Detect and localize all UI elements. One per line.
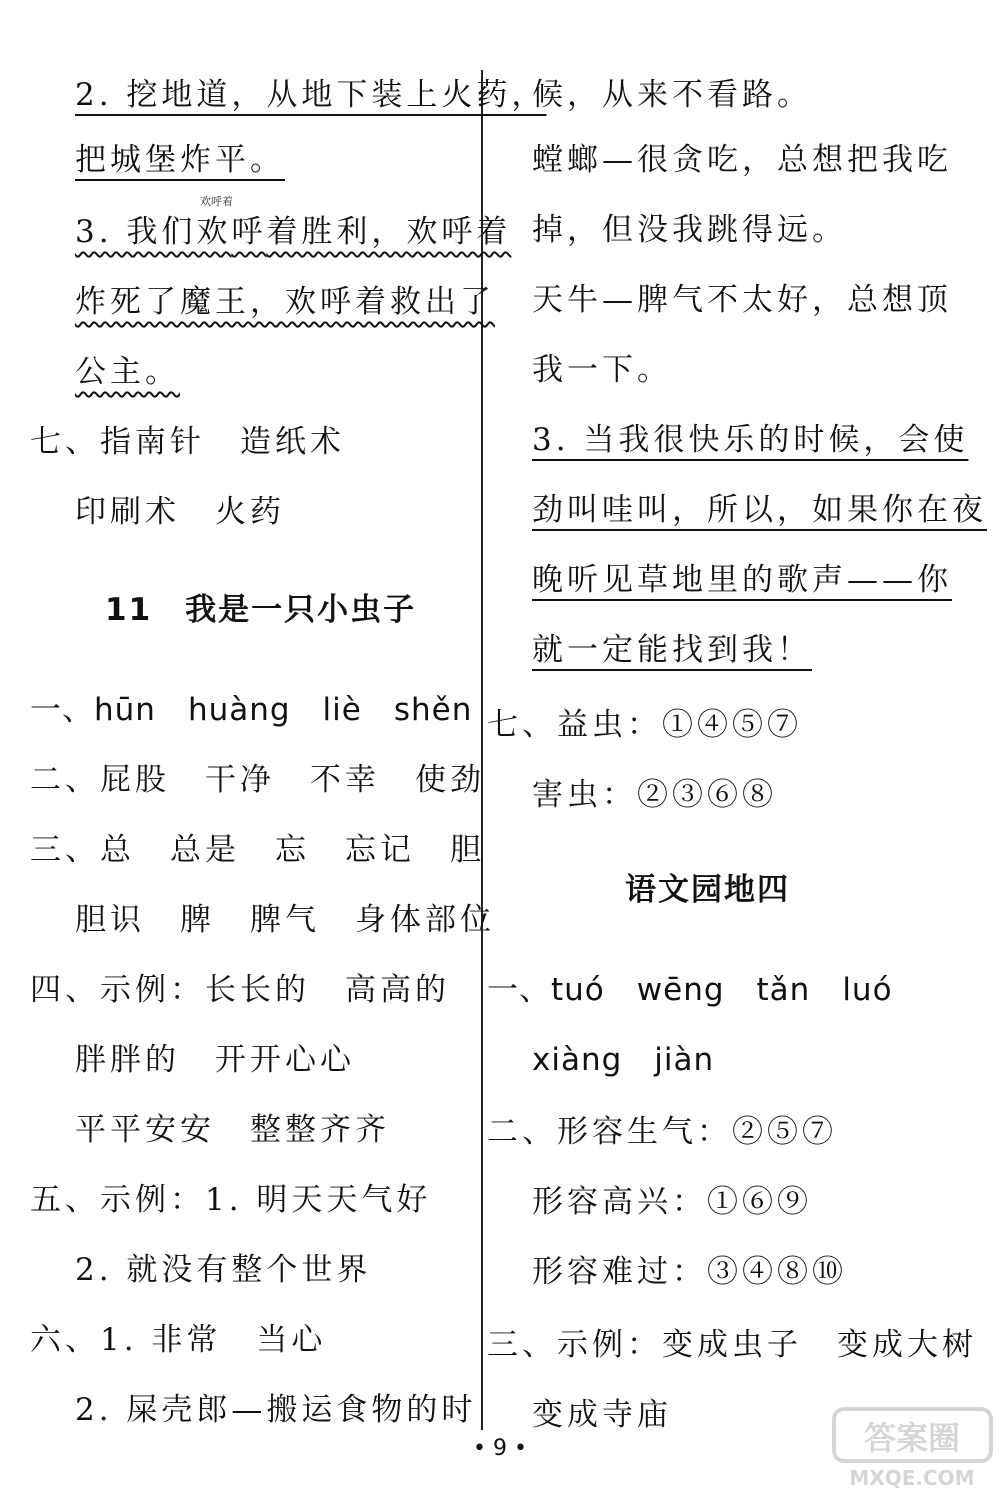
left-a4-line-3: 平平安安 整整齐齐 — [75, 1112, 390, 1148]
right-q7-line-2: 害虫：②③⑥⑧ — [532, 777, 777, 813]
handwritten-annotation: 欢呼着 — [200, 195, 233, 208]
left-a6-line-2: 2. 屎壳郎—搬运食物的时 — [75, 1392, 477, 1428]
right-q7-line-1: 七、益虫：①④⑤⑦ — [487, 707, 802, 743]
left-a6-line-1: 六、1. 非常 当心 — [30, 1322, 327, 1358]
right-line-3: 掉，但没我跳得远。 — [532, 212, 847, 248]
right-b3-line-1: 三、示例：变成虫子 变成大树 — [487, 1327, 977, 1363]
right-b2-line-2: 形容高兴：①⑥⑨ — [532, 1184, 812, 1220]
right-line-2: 螳螂—很贪吃，总想把我吃 — [532, 142, 952, 178]
watermark-logo — [830, 1405, 995, 1493]
page-number: • 9 • — [473, 1436, 527, 1461]
left-line-2: 把城堡炸平。 — [75, 142, 285, 178]
left-line-1: 2. 挖地道，从地下装上火药， — [75, 77, 547, 113]
left-a1: 一、hūn huàng liè shěn — [30, 692, 473, 728]
right-line-9: 就一定能找到我！ — [532, 632, 812, 668]
section-title-garden-4: 语文园地四 — [625, 872, 790, 908]
right-line-6: 3. 当我很快乐的时候，会使 — [532, 422, 969, 458]
left-line-3: 3. 我们欢呼着胜利，欢呼着 — [75, 214, 512, 250]
right-b3-line-2: 变成寺庙 — [532, 1397, 672, 1433]
left-a3-line-2: 胆识 脾 脾气 身体部位 — [75, 902, 495, 938]
column-divider — [481, 70, 483, 1430]
right-line-1: 候，从来不看路。 — [532, 77, 812, 113]
left-a3-line-1: 三、总 总是 忘 忘记 胆 — [30, 832, 485, 868]
left-line-4: 炸死了魔王，欢呼着救出了 — [75, 284, 495, 320]
left-a4-line-1: 四、示例：长长的 高高的 — [30, 972, 450, 1008]
section-title-11: 11 我是一只小虫子 — [105, 592, 417, 628]
right-line-7: 劲叫哇叫，所以，如果你在夜 — [532, 492, 987, 528]
svg-text:答案圈: 答案圈 — [863, 1419, 961, 1457]
left-q7-line-2: 印刷术 火药 — [75, 494, 285, 530]
left-a5-line-1: 五、示例：1. 明天天气好 — [30, 1182, 432, 1218]
svg-text:MXQE.COM: MXQE.COM — [849, 1466, 975, 1490]
left-a4-line-2: 胖胖的 开开心心 — [75, 1042, 355, 1078]
right-b2-line-3: 形容难过：③④⑧⑩ — [532, 1254, 847, 1290]
right-line-4: 天牛—脾气不太好，总想顶 — [532, 282, 952, 318]
left-line-5: 公主。 — [75, 354, 180, 390]
left-a5-line-2: 2. 就没有整个世界 — [75, 1252, 372, 1288]
right-b2-line-1: 二、形容生气：②⑤⑦ — [487, 1114, 837, 1150]
right-b1-line-2: xiàng jiàn — [532, 1042, 715, 1078]
left-q7-line-1: 七、指南针 造纸术 — [30, 424, 345, 460]
right-line-8: 晚听见草地里的歌声——你 — [532, 562, 952, 598]
left-a2: 二、屁股 干净 不幸 使劲 — [30, 762, 485, 798]
right-b1-line-1: 一、tuó wēng tǎn luó — [487, 972, 893, 1008]
right-line-5: 我一下。 — [532, 352, 672, 388]
